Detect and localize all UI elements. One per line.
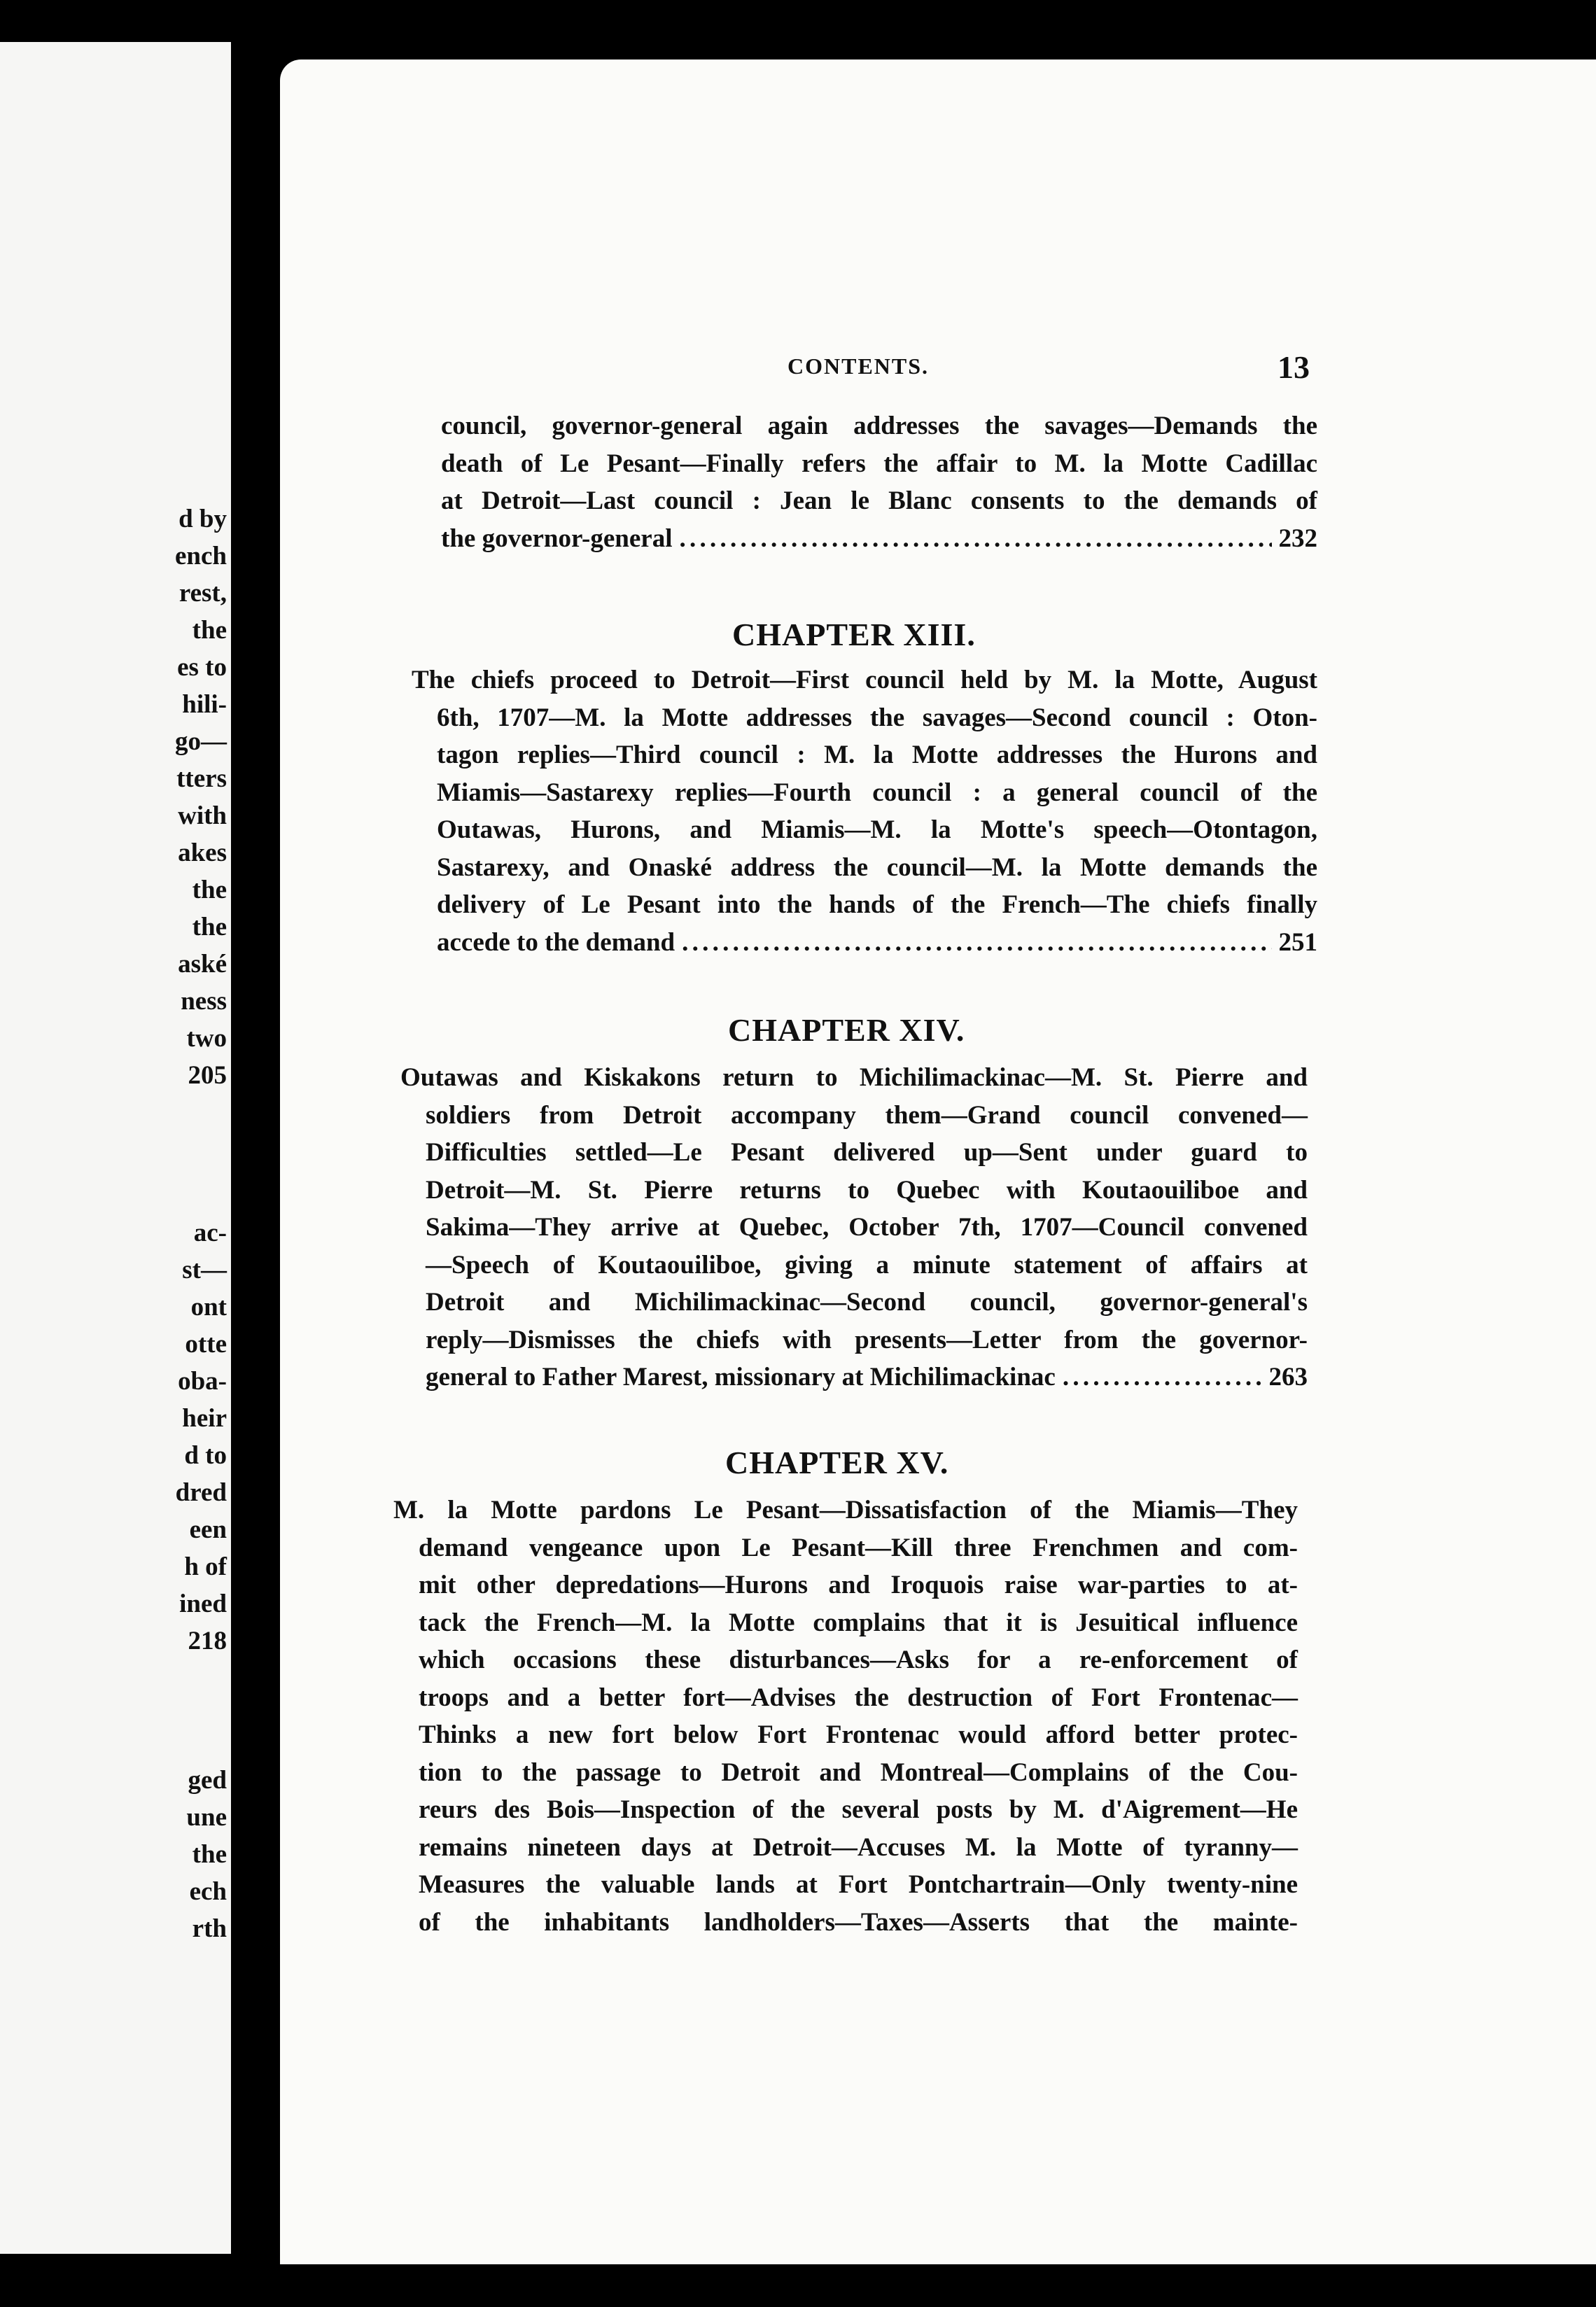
- entry-line: Sastarexy, and Onaské address the council—M. la Motte demands the: [437, 853, 1317, 882]
- left-line: rth: [192, 1914, 227, 1943]
- entry-line: Miamis—Sastarexy replies—Fourth council : a general council of the: [437, 778, 1317, 807]
- entry-line: which occasions these disturbances—Asks for a re-enforcement of: [419, 1646, 1298, 1674]
- left-line: dred: [175, 1478, 227, 1507]
- left-line: d to: [184, 1441, 227, 1470]
- left-line: ged: [188, 1766, 227, 1795]
- left-line: ech: [189, 1877, 227, 1906]
- entry-line: delivery of Le Pesant into the hands of the French—The chiefs finally: [437, 890, 1317, 919]
- entry-line: Thinks a new fort below Fort Frontenac would afford better protec-: [419, 1720, 1298, 1749]
- running-header: CONTENTS.: [788, 353, 930, 379]
- left-line: een: [189, 1515, 227, 1544]
- entry-last-line: [441, 520, 1317, 558]
- left-line: oba-: [178, 1367, 227, 1396]
- toc-entry: [412, 661, 1317, 961]
- book-gutter: [231, 42, 280, 2254]
- left-line: two: [186, 1024, 227, 1053]
- left-line: ness: [181, 987, 227, 1016]
- entry-line: Outawas and Kiskakons return to Michilimackinac—M. St. Pierre and: [400, 1063, 1308, 1092]
- entry-line: council, governor-general again addresses the savages—Demands the: [441, 412, 1317, 440]
- entry-line: 6th, 1707—M. la Motte addresses the savages—Second council : Oton-: [437, 703, 1317, 732]
- entry-last-text: accede to the demand: [437, 927, 676, 957]
- entry-line: reurs des Bois—Inspection of the several posts by M. d'Aigrement—He: [419, 1795, 1298, 1824]
- entry-line: Detroit—M. St. Pierre returns to Quebec with Koutaouiliboe and: [426, 1175, 1308, 1205]
- left-line: rest,: [178, 579, 227, 608]
- entry-line: tagon replies—Third council : M. la Motte addresses the Hurons and: [437, 741, 1317, 769]
- left-line: akes: [178, 839, 227, 867]
- left-line: the: [192, 876, 227, 904]
- left-line: go—: [175, 727, 227, 756]
- left-line: tters: [176, 764, 227, 793]
- entry-line: Sakima—They arrive at Quebec, October 7th, 1707—Council convened: [426, 1213, 1308, 1242]
- entry-line: mit other depredations—Hurons and Iroquois raise war-parties to at-: [419, 1571, 1298, 1599]
- chapter-heading: CHAPTER XIV.: [728, 1012, 965, 1048]
- toc-entry: [400, 1059, 1308, 1396]
- entry-line: soldiers from Detroit accompany them—Grand council convened—: [426, 1100, 1308, 1130]
- toc-entry-continued: [441, 407, 1317, 557]
- left-line: st—: [182, 1256, 227, 1284]
- entry-line: Detroit and Michilimackinac—Second council, governor-general's: [426, 1288, 1308, 1317]
- entry-line: at Detroit—Last council : Jean le Blanc consents to the demands of: [441, 486, 1317, 515]
- dot-leader: [682, 924, 1271, 962]
- entry-page-number: 263: [1268, 1363, 1308, 1391]
- entry-line: Difficulties settled—Le Pesant delivered up—Sent under guard to: [426, 1138, 1308, 1167]
- entry-line: remains nineteen days at Detroit—Accuses M. la Motte of tyranny—: [419, 1832, 1298, 1862]
- entry-last-line: [400, 1359, 1308, 1396]
- entry-line: The chiefs proceed to Detroit—First council held by M. la Motte, August: [412, 666, 1317, 694]
- left-page-fragment: [0, 42, 231, 2254]
- entry-line: death of Le Pesant—Finally refers the affair to M. la Motte Cadillac: [441, 449, 1317, 478]
- left-line: with: [178, 801, 227, 830]
- left-line: ont: [190, 1293, 227, 1321]
- entry-line: tion to the passage to Detroit and Montreal—Complains of the Cou-: [419, 1758, 1298, 1787]
- entry-line: tack the French—M. la Motte complains that it is Jesuitical influence: [419, 1608, 1298, 1637]
- toc-entry: [393, 1492, 1298, 1941]
- entry-line: M. la Motte pardons Le Pesant—Dissatisfaction of the Miamis—They: [393, 1496, 1298, 1524]
- left-line: d by: [178, 505, 227, 533]
- chapter-heading: CHAPTER XV.: [725, 1445, 949, 1480]
- left-line: the: [192, 616, 227, 645]
- left-line: 205: [188, 1061, 227, 1090]
- entry-line: troops and a better fort—Advises the destruction of Fort Frontenac—: [419, 1683, 1298, 1712]
- left-line: aské: [178, 950, 227, 979]
- entry-line: reply—Dismisses the chiefs with presents—Letter from the governor-: [426, 1325, 1308, 1354]
- left-line: h of: [184, 1552, 227, 1581]
- entry-page-number: 232: [1278, 524, 1317, 553]
- left-line: ined: [179, 1590, 227, 1618]
- entry-last-text: the governor-general: [441, 524, 673, 553]
- left-line: hili-: [182, 690, 227, 719]
- left-line: the: [192, 913, 227, 941]
- entry-last-text: general to Father Marest, missionary at Michilimackinac: [426, 1363, 1056, 1391]
- dot-leader: [1063, 1359, 1262, 1396]
- dot-leader: [680, 520, 1272, 558]
- entry-page-number: 251: [1278, 927, 1317, 957]
- left-line: the: [192, 1840, 227, 1869]
- left-line: 218: [188, 1627, 227, 1655]
- page-number: 13: [1278, 349, 1310, 385]
- entry-line: demand vengeance upon Le Pesant—Kill three Frenchmen and com-: [419, 1533, 1298, 1562]
- entry-line: —Speech of Koutaouiliboe, giving a minute statement of affairs at: [426, 1250, 1308, 1279]
- left-line: ench: [175, 542, 227, 570]
- left-line: es to: [177, 653, 227, 682]
- left-line: heir: [182, 1404, 227, 1433]
- left-line: otte: [185, 1330, 227, 1359]
- left-line: une: [186, 1803, 227, 1832]
- left-line: ac-: [193, 1219, 227, 1247]
- chapter-heading: CHAPTER XIII.: [732, 617, 976, 652]
- entry-line: Measures the valuable lands at Fort Pontchartrain—Only twenty-nine: [419, 1870, 1298, 1899]
- entry-line: of the inhabitants landholders—Taxes—Asserts that the mainte-: [419, 1907, 1298, 1937]
- entry-line: Outawas, Hurons, and Miamis—M. la Motte's speech—Otontagon,: [437, 815, 1317, 844]
- entry-last-line: [412, 924, 1317, 962]
